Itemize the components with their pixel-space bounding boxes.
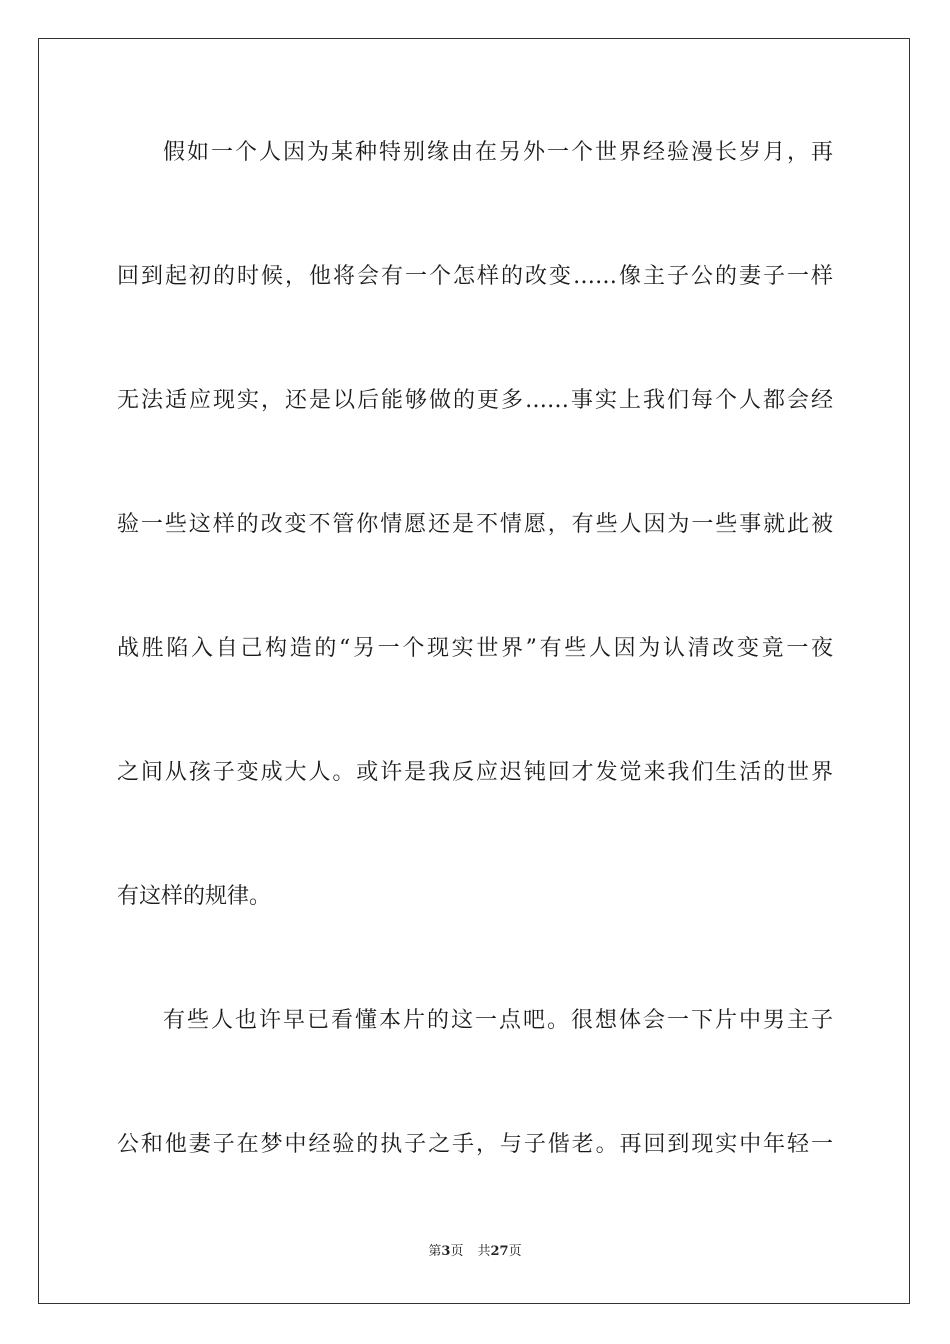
paragraph-1-line-4: 验一些这样的改变不管你情愿还是不情愿，有些人因为一些事就此被: [117, 512, 833, 537]
paragraph-1-line-2: 回到起初的时候，他将会有一个怎样的改变……像主子公的妻子一样: [117, 264, 833, 289]
paragraph-1-line-1: 假如一个人因为某种特别缘由在另外一个世界经验漫长岁月，再: [163, 140, 833, 165]
page-footer: [0, 1243, 950, 1261]
paragraph-2-line-2: 公和他妻子在梦中经验的执子之手，与子偕老。再回到现实中年轻一: [117, 1132, 833, 1157]
page-border: [38, 38, 910, 1304]
paragraph-1-line-5: 战胜陷入自己构造的“另一个现实世界”有些人因为认清改变竟一夜: [117, 636, 833, 661]
footer-page-number: 3: [441, 1244, 451, 1259]
paragraph-2-line-1: 有些人也许早已看懂本片的这一点吧。很想体会一下片中男主子: [163, 1008, 833, 1033]
paragraph-1-line-3: 无法适应现实，还是以后能够做的更多……事实上我们每个人都会经: [117, 388, 833, 413]
paragraph-1-line-6: 之间从孩子变成大人。或许是我反应迟钝回才发觉来我们生活的世界: [117, 760, 833, 785]
paragraph-1-line-7: 有这样的规律。: [117, 884, 272, 909]
footer-total-pages: 27: [490, 1244, 509, 1259]
footer-page-suffix: 页: [450, 1244, 464, 1259]
footer-total-prefix: 共: [477, 1244, 491, 1259]
footer-total-suffix: 页: [508, 1244, 522, 1259]
footer-page-prefix: 第: [428, 1244, 442, 1259]
